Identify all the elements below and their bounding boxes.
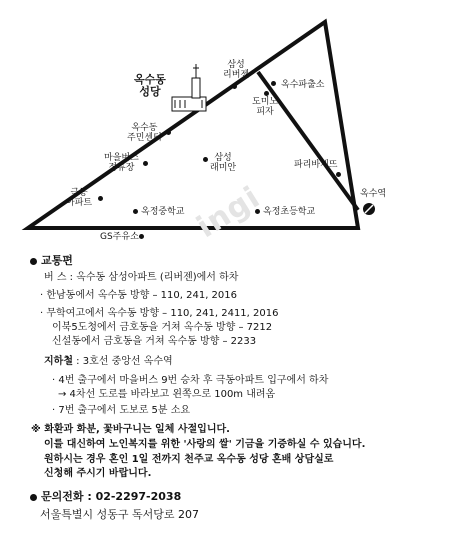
okjeong-middle-label: 옥정중학교 (141, 207, 185, 217)
village-bus-dot (143, 161, 148, 166)
paris-baguette-label: 파리바게뜨 (294, 160, 338, 170)
notice-line-1: ※ 화환과 화분, 꽃바구니는 일체 사절입니다. (31, 424, 230, 435)
notice-line-4: 신청해 주시기 바랍니다. (44, 468, 152, 479)
bus-route-3: 이북5도청에서 금호동을 거쳐 옥수동 방향 – 7212 (52, 322, 273, 333)
subway-label: 지하철 (44, 356, 73, 367)
samsung-riverzen-label: 삼성 리버젠 (223, 60, 250, 80)
directions-heading (30, 254, 450, 267)
bus-line: 버 스 : 옥수동 삼성아파트 (리버젠)에서 하차 (44, 272, 239, 283)
contact-phone (30, 490, 450, 503)
subway-detail: : 3호선 중앙선 옥수역 (72, 356, 173, 367)
samsung-riverzen-dot (232, 84, 237, 89)
subway-line (44, 355, 450, 368)
notice-line-3: 원하시는 경우 혼인 1일 전까지 천주교 옥수동 성당 혼배 상담실로 (44, 454, 334, 465)
geukdong-apt-dot (98, 196, 103, 201)
church-label: 옥수동 성당 (134, 73, 166, 98)
community-center-dot (166, 130, 171, 135)
bullet-icon (30, 258, 37, 265)
phone-label: 문의전화 : (41, 490, 96, 503)
phone-number: 02-2297-2038 (95, 490, 182, 503)
location-map (0, 0, 450, 250)
village-bus-label: 마을버스 정류장 (104, 153, 139, 173)
contact-address: 서울특별시 성동구 독서당로 207 (40, 508, 199, 521)
paris-baguette-dot (336, 172, 341, 177)
notice-line-2: 이를 대신하여 노인복지를 위한 '사랑의 쌀' 기금을 기증하실 수 있습니다. (44, 439, 366, 450)
subway-route-2: → 4차선 도로를 바라보고 왼쪽으로 100m 내려옴 (58, 389, 276, 400)
bullet-icon (30, 494, 37, 501)
geukdong-apt-label: 극동 아파트 (66, 188, 93, 208)
watermark-text: ingi (190, 179, 267, 246)
samsung-raemian-dot (203, 157, 208, 162)
subway-route-1: · 4번 출구에서 마을버스 9번 승차 후 극동아파트 입구에서 하차 (52, 375, 329, 386)
gs-station-dot (139, 234, 144, 239)
okjeong-elem-label: 옥정초등학교 (263, 207, 316, 217)
oksu-station-label: 옥수역 (360, 189, 387, 199)
domino-dot (264, 91, 269, 96)
oksu-police-label: 옥수파출소 (281, 80, 325, 90)
subway-icon (363, 203, 375, 215)
oksu-police-dot (271, 81, 276, 86)
church-icon (172, 64, 206, 111)
community-center-label: 옥수동 주민센터 (127, 123, 162, 143)
samsung-raemian-label: 삼성 래미안 (210, 153, 237, 173)
bus-route-2: · 무학여고에서 옥수동 방향 – 110, 241, 2411, 2016 (40, 308, 279, 319)
directions-title: 교통편 (41, 254, 73, 267)
okjeong-middle-dot (133, 209, 138, 214)
bus-route-4: 신설동에서 금호동을 거쳐 옥수동 방향 – 2233 (52, 336, 257, 347)
bus-route-1: · 한남동에서 옥수동 방향 – 110, 241, 2016 (40, 290, 238, 301)
gs-station-label: GS주유소 (100, 232, 139, 242)
domino-label: 도미노 피자 (252, 97, 279, 117)
subway-route-3: · 7번 출구에서 도보로 5분 소요 (52, 405, 191, 416)
